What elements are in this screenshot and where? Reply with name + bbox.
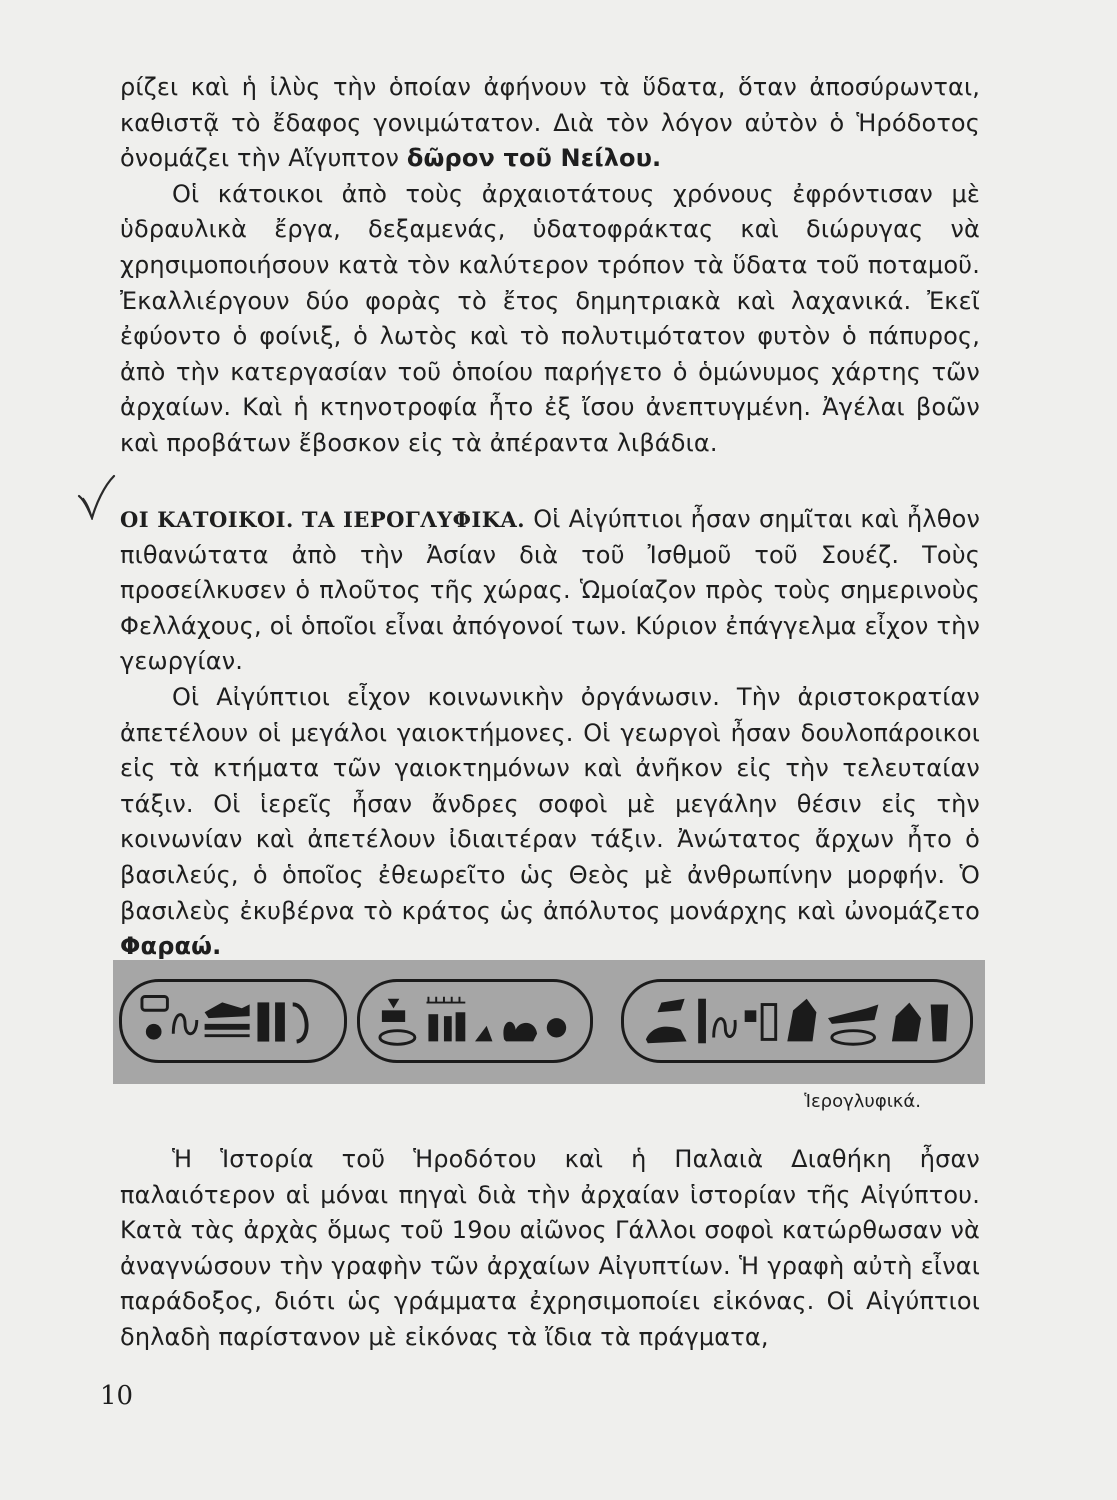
paragraph-sources: Ἡ Ἱστορία τοῦ Ἡροδότου καὶ ἡ Παλαιὰ Διαθήκη ἦσαν παλαιότερον αἱ μόναι πηγαὶ διὰ τὴν ἀρχαίαν ἱστορίαν τῆς Αἰγύπτου. Κατὰ τὰς ἀρχὰς ὅμως τοῦ 19ου αἰῶνος Γάλλοι σοφοὶ κατώρθωσαν νὰ ἀναγνώσουν τὴν γραφὴν τῶν ἀρχαίων Αἰγυπτίων. Ἡ γραφὴ αὐτὴ εἶναι παράδοξος, διότι ὡς γράμματα ἐχρησιμοποίει εἰκόνας. Οἱ Αἰγύπτιοι δηλαδὴ παρίστανον μὲ εἰκόνας τὰ ἴδια τὰ πράγματα,	[120, 1145, 980, 1351]
page-number: 10	[100, 1381, 134, 1411]
paragraph-society: Οἱ Αἰγύπτιοι εἶχον κοινωνικὴν ὀργάνωσιν. Τὴν ἀριστοκρατίαν ἀπετέλουν οἱ μεγάλοι γαιοκτήμονες. Οἱ γεωργοὶ ἦσαν δουλοπάροικοι εἰς τὰ κτήματα τῶν γαιοκτημόνων καὶ ἀνῆκον εἰς τὴν τελευταίαν τάξιν. Οἱ ἱερεῖς ἦσαν ἄνδρες σοφοὶ μὲ μεγάλην θέσιν εἰς τὴν κοινωνίαν καὶ ἀπετέλουν ἰδιαιτέραν τάξιν. Ἀνώτατος ἄρχων ἦτο ὁ βασιλεύς, ὁ ὁποῖος ἐθεωρεῖτο ὡς Θεὸς μὲ ἀνθρωπίνην μορφήν. Ὁ βασιλεὺς ἐκυβέρνα τὸ κράτος ὡς ἀπόλυτος μονάρχης καὶ ὠνομάζετο Φαραώ.	[120, 682, 980, 961]
check-mark-icon	[76, 474, 116, 520]
cartouche	[357, 979, 593, 1063]
hieroglyph-glyphs-icon	[140, 990, 326, 1052]
hieroglyphics-figure	[113, 960, 985, 1084]
text-block-section	[120, 502, 980, 965]
cartouche	[119, 979, 347, 1063]
paragraph-irrigation: Οἱ κάτοικοι ἀπὸ τοὺς ἀρχαιοτάτους χρόνους ἐφρόντισαν μὲ ὑδραυλικὰ ἔργα, δεξαμενάς, ὑδατοφράκτας καὶ διώρυγας νὰ χρησιμοποιήσουν κατὰ τὸν καλύτερον τρόπον τὰ ὕδατα τοῦ ποταμοῦ. Ἐκαλλιέργουν δύο φορὰς τὸ ἔτος δημητριακὰ καὶ λαχανικά. Ἐκεῖ ἐφύοντο ὁ φοίνιξ, ὁ λωτὸς καὶ τὸ πολυτιμότατον φυτὸν ὁ πάπυρος, ἀπὸ τὴν κατεργασίαν τοῦ ὁποίου παρήγετο ὁ ὁμώνυμος χάρτης τῶν ἀρχαίων. Καὶ ἡ κτηνοτροφία ἦτο ἐξ ἴσου ἀνεπτυγμένη. Ἀγέλαι βοῶν καὶ προβάτων ἔβοσκον εἰς τὰ ἀπέραντα λιβάδια.	[120, 179, 980, 457]
section-heading: ΟΙ ΚΑΤΟΙΚΟΙ. ΤΑ ΙΕΡΟΓΛΥΦΙΚΑ.	[120, 507, 526, 532]
hieroglyph-glyphs-icon	[642, 990, 952, 1052]
pharaoh-term: Φαραώ.	[120, 932, 222, 961]
gift-of-nile-phrase: δῶρον τοῦ Νείλου.	[406, 144, 662, 173]
paragraph-nile-silt: ρίζει καὶ ἡ ἰλὺς τὴν ὁποίαν ἀφήνουν τὰ ὕδατα, ὅταν ἀποσύρωνται, καθιστᾷ τὸ ἔδαφος γονιμώτατον. Διὰ τὸν λόγον αὐτὸν ὁ Ἡρόδοτος ὀνομάζει τὴν Αἴγυπτον δῶρον τοῦ Νείλου.	[120, 73, 980, 173]
cartouche	[621, 979, 973, 1063]
text-block-top	[120, 70, 980, 462]
paragraph-inhabitants: ΟΙ ΚΑΤΟΙΚΟΙ. ΤΑ ΙΕΡΟΓΛΥΦΙΚΑ. Οἱ Αἰγύπτιοι ἦσαν σημῖται καὶ ἦλθον πιθανώτατα ἀπὸ τὴν Ἀσίαν διὰ τοῦ Ἰσθμοῦ τοῦ Σουέζ. Τοὺς προσείλκυσεν ὁ πλοῦτος τῆς χώρας. Ὡμοίαζον πρὸς τοὺς σημερινοὺς Φελλάχους, οἱ ὁποῖοι εἶναι ἀπόγονοί των. Κύριον ἐπάγγελμα εἶχον τὴν γεωργίαν.	[120, 505, 980, 676]
figure-caption: Ἱερογλυφικά.	[804, 1091, 921, 1112]
text-block-bottom	[120, 1142, 980, 1356]
hieroglyph-glyphs-icon	[378, 990, 572, 1052]
